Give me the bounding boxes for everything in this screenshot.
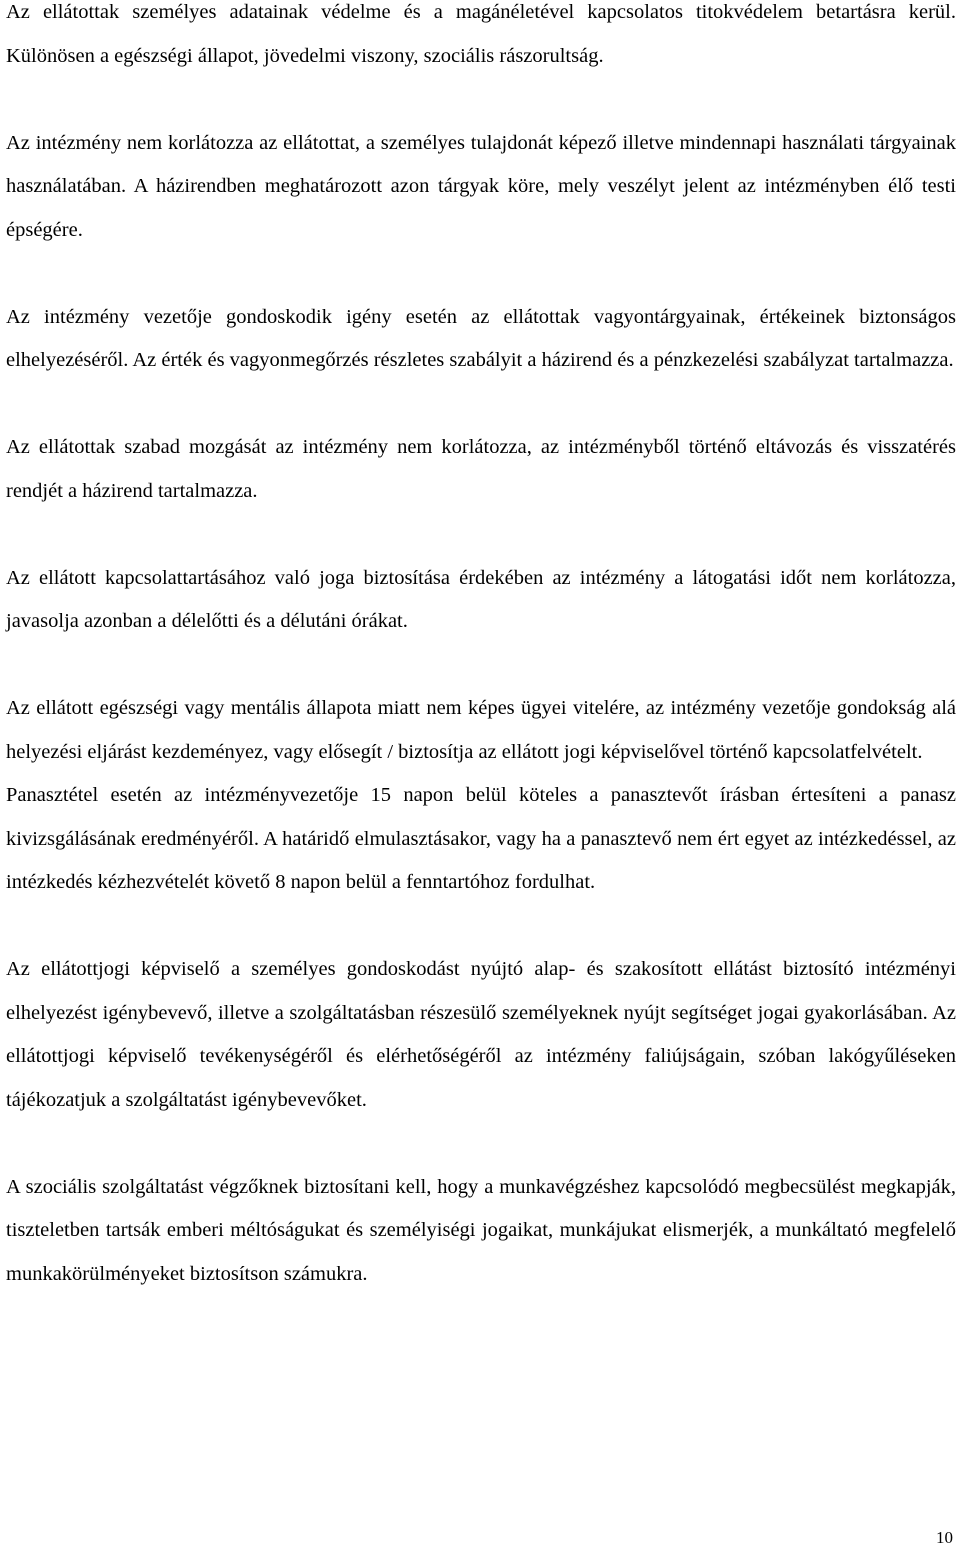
paragraph-gap xyxy=(6,905,956,949)
paragraph-rights-representative: Az ellátottjogi képviselő a személyes gondoskodást nyújtó alap- és szakosított ellátást biztosító intézményi elhelyezést igénybevevő, illetve a szolgáltatásban részesülő személyeknek nyújt segítséget jogai gyakorlásában. Az ellátottjogi képviselő tevékenységéről és elérhetőségéről az intézmény faliújságain, szóban lakógyűléseken tájékozatjuk a szolgáltatást igénybevevőket. xyxy=(6,958,956,1111)
paragraph-data-protection: Az ellátottak személyes adatainak védelme és a magánéletével kapcsolatos titokvédelem betartásra kerül. Különösen a egészségi állapot, jövedelmi viszony, szociális rászorultság. xyxy=(6,1,956,67)
paragraph-gap xyxy=(6,78,956,122)
paragraph-gap xyxy=(6,644,956,688)
document-page xyxy=(6,0,956,1296)
paragraph-visiting: Az ellátott kapcsolattartásához való joga biztosítása érdekében az intézmény a látogatási időt nem korlátozza, javasolja azonban a délelőtti és a délutáni órákat. xyxy=(6,566,956,632)
paragraph-valuables: Az intézmény vezetője gondoskodik igény esetén az ellátottak vagyontárgyainak, értékeinek biztonságos elhelyezéséről. Az érték és vagyonmegőrzés részletes szabályit a házirend és a pénzkezelési szabályzat tartalmazza. xyxy=(6,305,956,371)
paragraph-personal-belongings: Az intézmény nem korlátozza az ellátottat, a személyes tulajdonát képező illetve mindennapi használati tárgyainak használatában. A házirendben meghatározott azon tárgyak köre, mely veszélyt jelent az intézményben élő testi épségére. xyxy=(6,131,956,241)
page-number: 10 xyxy=(936,1528,953,1547)
paragraph-gap xyxy=(6,383,956,427)
paragraph-gap xyxy=(6,252,956,296)
paragraph-gap xyxy=(6,513,956,557)
paragraph-gap xyxy=(6,1122,956,1166)
paragraph-complaints: Panasztétel esetén az intézményvezetője 15 napon belül köteles a panasztevőt írásban értesíteni a panasz kivizsgálásának eredményéről. A határidő elmulasztásakor, vagy ha a panasztevő nem ért egyet az intézkedéssel, az intézkedés kézhezvételét követő 8 napon belül a fenntartóhoz fordulhat. xyxy=(6,784,956,893)
paragraph-staff-rights: A szociális szolgáltatást végzőknek biztosítani kell, hogy a munkavégzéshez kapcsolódó megbecsülést megkapják, tiszteletben tartsák emberi méltóságukat és személyiségi jogaikat, munkájukat elismerjék, a munkáltató megfelelő munkakörülményeket biztosítson számukra. xyxy=(6,1175,956,1285)
paragraph-guardianship: Az ellátott egészségi vagy mentális állapota miatt nem képes ügyei vitelére, az intézmény vezetője gondokság alá helyezési eljárást kezdeményez, vagy elősegít / biztosítja az ellátott jogi képviselővel történő kapcsolatfelvételt. xyxy=(6,697,956,763)
paragraph-free-movement: Az ellátottak szabad mozgását az intézmény nem korlátozza, az intézményből történő eltávozás és visszatérés rendjét a házirend tartalmazza. xyxy=(6,436,956,502)
